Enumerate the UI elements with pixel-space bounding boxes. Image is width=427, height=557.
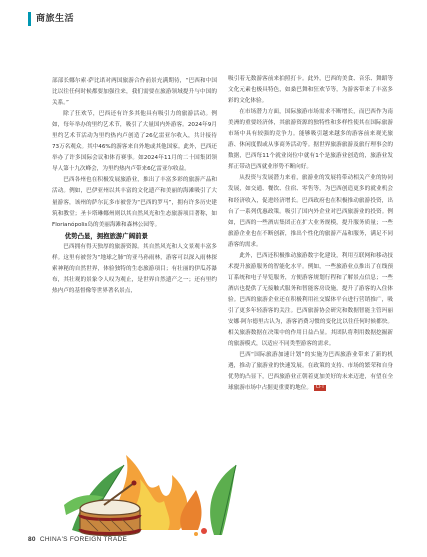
paragraph: 从投资与发展潜力来看，旅游业的发展将带动相关产业的协同发展，如交通、餐饮、住宿、零售等，为巴西创造更多的就业机会和经济收入，促进经济增长。巴西政府也在积极推动旅游投资，出台了一系列优惠政策。吸引了国内外企业对巴西旅游业的投资。例如，巴西的一些酒店集团正在扩大业务规模，提升服务质量；一些旅游企业也在不断创新，推出个性化的旅游产品和服务，满足不同游客的需求。 xyxy=(228,175,393,248)
page-number: 80 xyxy=(28,536,36,543)
left-column xyxy=(52,76,217,297)
end-mark: CFT xyxy=(315,384,325,390)
page-footer xyxy=(28,536,127,543)
paragraph xyxy=(228,350,393,394)
paragraph: 除了狂欢节，巴西还有许多其他具有吸引力的旅游活动。例如，每年举办的里约艺术节，吸引了大量国内外游客。2024年9月里约艺术节活动为里约热内卢创造了26亿雷亚尔收入，共计接待73万名观众。其中46%的游客来自外地或其他国家。此外，巴西还举办了许多国际会议和体育赛事。如2024年11月的二十国集团领导人第十九次峰会，为里约热内卢带来6亿雷亚尔收益。 xyxy=(52,111,217,173)
paragraph: 此外，巴西还积极推动旅游数字化建设，利用互联网和移动技术提升旅游服务的智能化水平。例如，一些旅游业点推出了在线预订系统和电子导览服务，方便游客规划行程和了解景点信息；一些酒店也提供了无接触式服务和智能客房设施，提升了游客的入住体验。巴西的旅游企业还在积极利用社交媒体平台进行营销推广，吸引了更多年轻游客的关注。巴西旅游协会研究和数据智能主管玛丽安娜·阿尔德里古认为，游客消费习惯的变化比以往任何时候都快。相关旅游数据在决策中的作用日益凸显。其团队将利用数据挖掘新的旅游模式，以适应不同类型游客的需求。 xyxy=(228,252,393,348)
carnival-drum-illustration xyxy=(64,435,244,537)
paragraph: 巴西拥有得天独厚的旅游资源。其自然风光和人文景观丰富多样。这里有被誉为“地球之肺”的亚马孙雨林，游客可以深入雨林探索神秘的自然世界，体验独特的生态旅游项目；有壮丽的伊瓜苏瀑布，其壮观的景象令人叹为观止，是世界自然遗产之一；还有里约热内卢的基督像等世界著名景点， xyxy=(52,243,217,294)
page-header xyxy=(0,0,427,34)
section-title-header: 商旅生活 xyxy=(36,14,75,24)
paragraph: 部部长娜尔索·萨比诺对两国旅游合作前景充满期待，“巴西和中国比以往任何时候都要加强往来，我们需要在旅游领域提升与中国的关系。” xyxy=(52,78,217,107)
paragraph: 吸引着无数游客前来拍照打卡。此外，巴西的美食、音乐、舞蹈等文化元素也极具特色，如桑巴舞和狂欢节等，为游客带来了丰富多彩的文化体验。 xyxy=(228,76,393,105)
paragraph: 在市场潜力方面，国际旅游市场需求不断增长，而巴西作为南美洲的重要经济体，其旅游资源的独特性和多样性使其在国际旅游市场中具有较强的竞争力。能够吸引越来越多的游客前来观光旅游、休闲度假或从事商务活动等。据世界旅游旅游及旅行理事会的数据，巴西每11个就业岗位中就有1个是旅游业创造的，旅游业发挥正带动巴西就业形势不断向好。 xyxy=(228,109,393,171)
right-column xyxy=(228,74,393,394)
section-marker xyxy=(28,12,31,26)
paragraph: 巴西各州也在积极发展旅游业，推出了丰富多彩的旅游产品和活动。例如，巴伊亚州以其丰富的文化遗产和美丽的海滩吸引了大量游客，该州的萨尔瓦多市被誉为“巴西的罗马”，拥有许多历史建筑和教堂；圣卡塔琳娜州则以其自然风光和生态旅游项目著称，如Florianópolis岛的美丽海滩和森林公园等。 xyxy=(52,177,217,228)
magazine-name: CHINA'S FOREIGN TRADE xyxy=(39,536,128,543)
subheading: 优势凸显，拥抱旅游广阔前景 xyxy=(64,231,148,240)
paragraph-text: 巴西“国际旅游加速计划”的实施为巴西旅游业带来了新的机遇，推动了旅游业的快速发展。在政策的支持、市场的繁荣和自身优势的凸显下，巴西旅游业正朝着更加美好的未来迈进，有望在全球旅游市场中占据更重要的地位。 xyxy=(228,352,393,392)
